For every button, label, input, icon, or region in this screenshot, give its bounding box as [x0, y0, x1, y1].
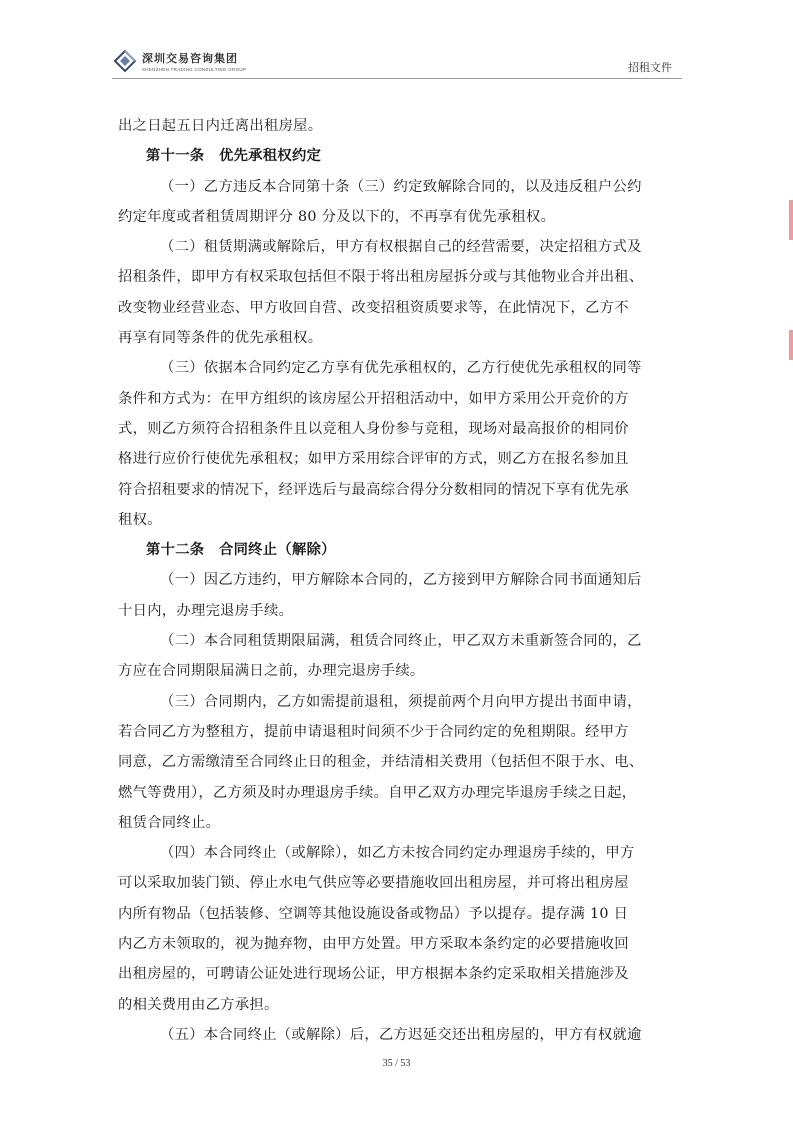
body-text-line: （四）本合同终止（或解除），如乙方未按合同约定办理退房手续的，甲方 — [160, 845, 635, 862]
body-text-line: 的相关费用由乙方承担。 — [118, 996, 279, 1013]
scan-artifact — [789, 330, 793, 360]
body-text-line: （一）因乙方违约，甲方解除本合同的，乙方接到甲方解除合同书面通知后 — [160, 572, 642, 589]
body-text-line: 出租房屋的，可聘请公证处进行现场公证，甲方根据本条约定采取相关措施涉及 — [118, 966, 629, 983]
body-text-line: 内所有物品（包括装修、空调等其他设施设备或物品）予以提存。提存满 10 日 — [118, 905, 629, 922]
document-body — [118, 111, 688, 1050]
body-text-line: 格进行应价行使优先承租权；如甲方采用综合评审的方式，则乙方在报名参加且 — [118, 451, 629, 468]
logo-text-cn: 深圳交易咨询集团 — [142, 52, 238, 65]
body-text-line: 招租条件，即甲方有权采取包括但不限于将出租房屋拆分或与其他物业合并出租、 — [118, 269, 644, 286]
body-text-line: 租赁合同终止。 — [118, 814, 221, 831]
body-text-line: 约定年度或者租赁周期评分 80 分及以下的，不再享有优先承租权。 — [118, 208, 556, 225]
scan-artifact — [789, 200, 793, 240]
body-text-line: 租权。 — [118, 511, 162, 528]
body-text-line: 符合招租要求的情况下，经评选后与最高综合得分分数相同的情况下享有优先承 — [118, 481, 629, 498]
body-text-line: 方应在合同期限届满日之前，办理完退房手续。 — [118, 663, 425, 680]
body-text-line: （一）乙方违反本合同第十条（三）约定致解除合同的，以及违反租户公约 — [160, 178, 642, 195]
section-heading: 第十一条 优先承租权约定 — [146, 148, 322, 165]
body-text-line: （二）本合同租赁期限届满，租赁合同终止，甲乙双方未重新签合同的，乙 — [160, 633, 642, 650]
body-text-line: 十日内，办理完退房手续。 — [118, 602, 294, 619]
body-text-line: 若合同乙方为整租方，提前申请退租时间须不少于合同约定的免租期限。经甲方 — [118, 723, 629, 740]
logo-text-en: SHENZHEN TRADING CONSULTING GROUP — [142, 67, 247, 72]
document-type-label: 招租文件 — [628, 61, 672, 74]
body-text-line: 条件和方式为：在甲方组织的该房屋公开招租活动中，如甲方采用公开竞价的方 — [118, 390, 629, 407]
body-text-line: （三）依据本合同约定乙方享有优先承租权的，乙方行使优先承租权的同等 — [160, 360, 642, 377]
page-number: 35 / 53 — [382, 1058, 411, 1069]
body-text-line: 同意，乙方需缴清至合同终止日的租金，并结清相关费用（包括但不限于水、电、 — [118, 754, 644, 771]
body-text-line: 燃气等费用），乙方须及时办理退房手续。自甲乙双方办理完毕退房手续之日起， — [118, 784, 637, 801]
page-header — [112, 44, 682, 79]
body-text-line: 再享有同等条件的优先承租权。 — [118, 330, 323, 347]
logo-mark-icon — [112, 48, 138, 74]
body-text-line: 出之日起五日内迁离出租房屋。 — [118, 118, 323, 134]
body-text-line: 改变物业经营业态、甲方收回自营、改变招租资质要求等，在此情况下，乙方不 — [118, 299, 629, 316]
body-text-line: （五）本合同终止（或解除）后，乙方迟延交还出租房屋的，甲方有权就逾 — [160, 1026, 642, 1043]
section-heading: 第十二条 合同终止（解除） — [146, 542, 336, 559]
body-text-line: （三）合同期内，乙方如需提前退租，须提前两个月向甲方提出书面申请， — [160, 693, 642, 710]
body-text-line: 内乙方未领取的，视为抛弃物，由甲方处置。甲方采取本条约定的必要措施收回 — [118, 936, 629, 953]
body-text-line: 式，则乙方须符合招租条件且以竞租人身份参与竞租，现场对最高报价的相同价 — [118, 420, 629, 437]
body-text-line: （二）租赁期满或解除后，甲方有权根据自己的经营需要，决定招租方式及 — [160, 239, 642, 256]
company-logo — [112, 46, 246, 76]
body-text-line: 可以采取加装门锁、停止水电气供应等必要措施收回出租房屋，并可将出租房屋 — [118, 875, 629, 892]
